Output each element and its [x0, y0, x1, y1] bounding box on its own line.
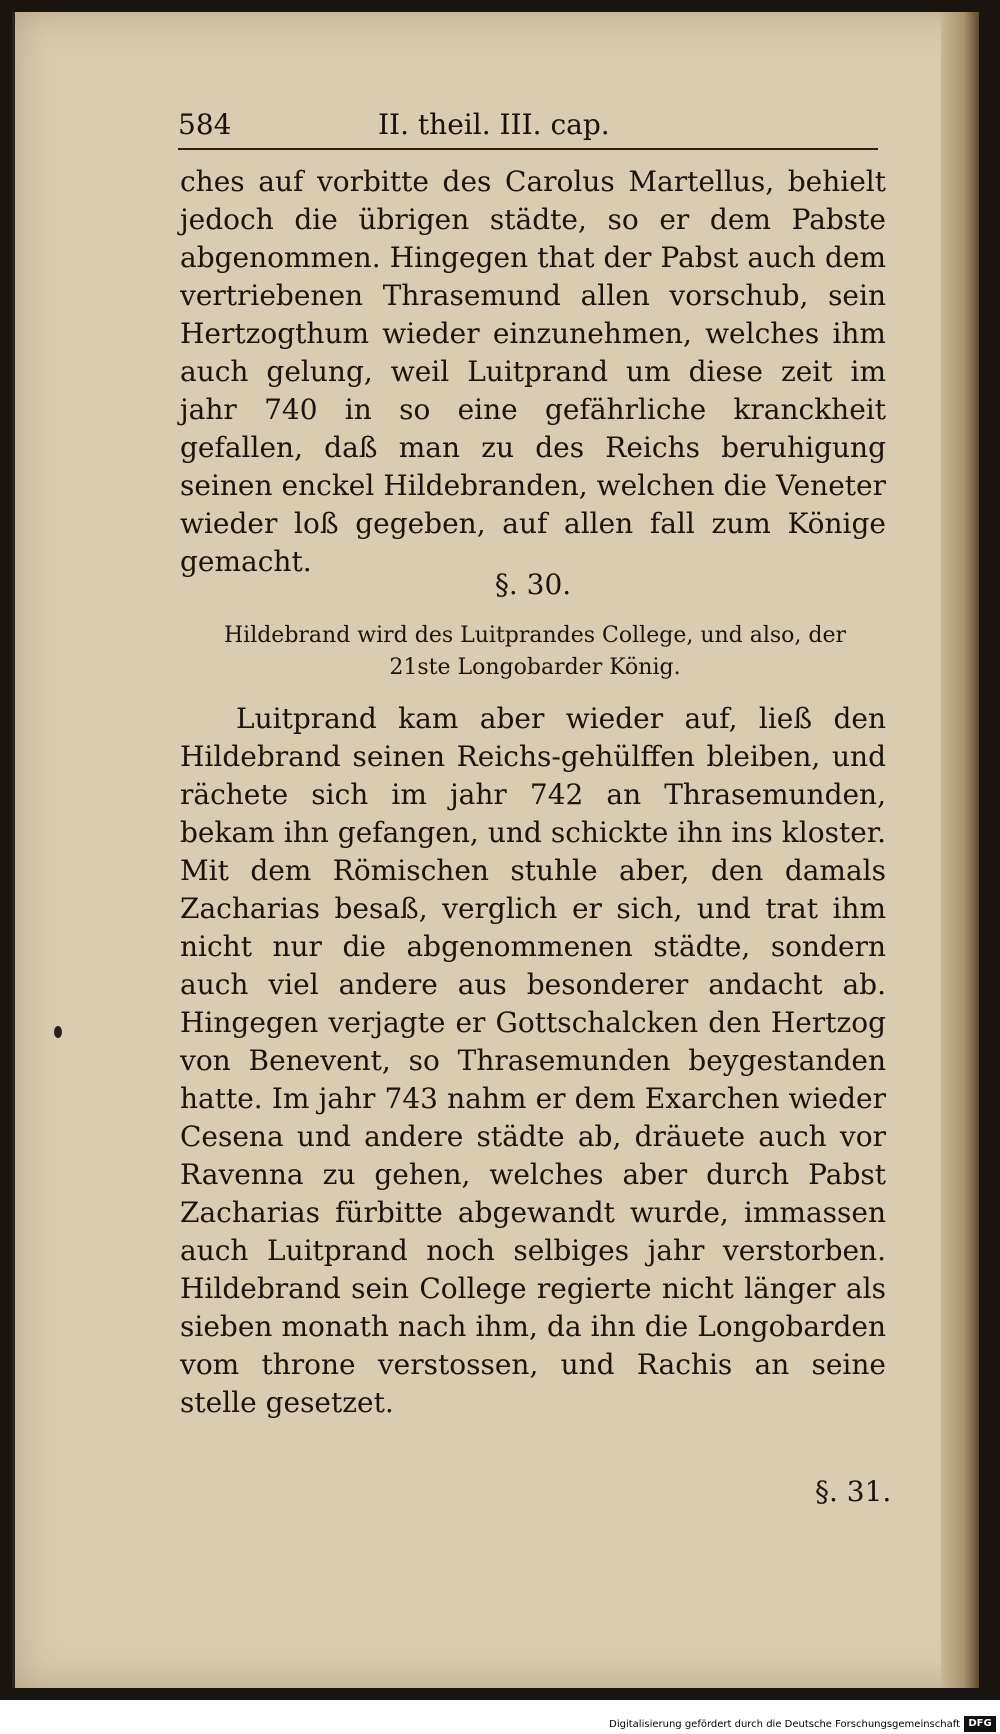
body-text-section: Luitprand kam aber wieder auf, ließ den Hildebrand seinen Reichs-gehülffen bleiben, und rächete sich im jahr 742 an Thrasemunden, bekam ihn gefangen, und schickte ihn ins kloster. Mit dem Römischen stuhle aber, den damals Zacharias besaß, verglich er sich, und trat ihm nicht nur die abgenommenen städte, sondern auch viel andere aus besonderer andacht ab. Hingegen verjagte er Gottschalcken den Hertzog von Benevent, so Thrasemunden beygestanden hatte. Im jahr 743 nahm er dem Exarchen wieder Cesena und andere städte ab, dräuete auch vor Ravenna zu gehen, welches aber durch Pabst Zacharias fürbitte abgewandt wurde, immassen auch Luitprand noch selbiges jahr verstorben. Hildebrand sein College regierte nicht länger als sieben monath nach ihm, da ihn die Longobarden vom throne verstossen, und Rachis an seine stelle gesetzet. — [180, 702, 886, 1419]
catchword: §. 31. — [815, 1475, 892, 1508]
footer-credit: Digitalisierung gefördert durch die Deutsche Forschungsgemeinschaft — [609, 1719, 960, 1730]
page-edge — [941, 12, 979, 1688]
header-rule — [178, 148, 878, 150]
section-heading: §. 30. — [494, 568, 572, 601]
section-summary: Hildebrand wird des Luitprandes College, und also, der 21ste Longobarder König. — [223, 623, 847, 680]
ink-stain — [54, 1026, 62, 1038]
dfg-logo-icon: DFG — [964, 1716, 996, 1732]
running-head — [178, 108, 878, 148]
page-number: 584 — [178, 108, 232, 141]
running-title: II. theil. III. cap. — [378, 108, 610, 141]
body-text-continued: ches auf vorbitte des Carolus Martellus, behielt jedoch die übrigen städte, so er dem Pabste abgenommen. Hingegen that der Pabst auch dem vertriebenen Thrasemund allen vorschub, sein Hertzogthum wieder einzunehmen, welches ihm auch gelung, weil Luitprand um diese zeit im jahr 740 in so eine gefährliche kranckheit gefallen, daß man zu des Reichs beruhigung seinen enckel Hildebranden, welchen die Veneter wieder loß gegeben, auf allen fall zum Könige gemacht. — [180, 165, 886, 578]
